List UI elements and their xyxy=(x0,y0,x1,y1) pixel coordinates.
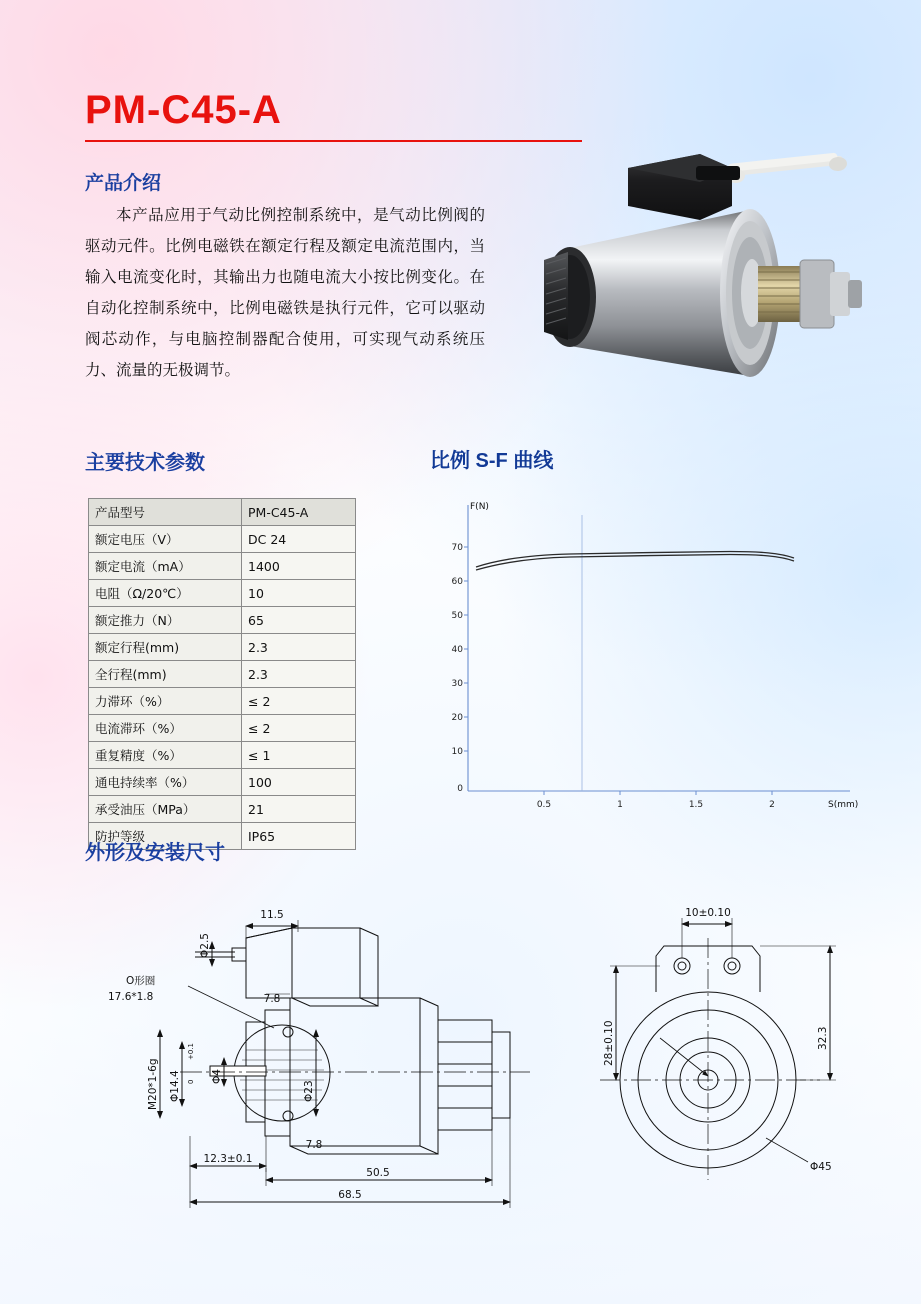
table-row xyxy=(89,661,356,688)
table-row xyxy=(89,634,356,661)
svg-text:Φ45: Φ45 xyxy=(810,1161,832,1173)
svg-text:+0.1: +0.1 xyxy=(187,1043,195,1060)
dim-78-top xyxy=(264,993,290,1005)
param-value: PM-C45-A xyxy=(242,499,356,526)
svg-text:0.5: 0.5 xyxy=(536,800,552,810)
svg-text:40: 40 xyxy=(451,645,463,655)
svg-text:10: 10 xyxy=(451,747,463,757)
svg-text:11.5: 11.5 xyxy=(260,909,284,921)
param-value: ≤ 2 xyxy=(242,688,356,715)
svg-text:7.8: 7.8 xyxy=(305,1139,323,1151)
svg-text:2: 2 xyxy=(769,800,775,810)
table-row xyxy=(89,742,356,769)
connector-block xyxy=(628,154,740,220)
x-ticks xyxy=(544,791,772,795)
dim-78-bottom xyxy=(306,1139,323,1151)
params-table xyxy=(88,498,356,850)
param-value: 1400 xyxy=(242,553,356,580)
y-tick-labels xyxy=(452,543,464,794)
svg-text:7.8: 7.8 xyxy=(263,993,281,1005)
param-value: IP65 xyxy=(242,823,356,850)
dim-phi4 xyxy=(211,1058,224,1086)
svg-text:0: 0 xyxy=(187,1079,195,1084)
page-title: PM-C45-A xyxy=(85,88,282,132)
svg-text:Φ14.4: Φ14.4 xyxy=(169,1070,181,1102)
dim-123 xyxy=(190,1136,266,1172)
param-key: 额定推力（N） xyxy=(89,607,242,634)
svg-text:1.5: 1.5 xyxy=(688,800,704,810)
side-view xyxy=(108,909,530,1208)
knurled-cap xyxy=(544,252,568,340)
svg-text:1: 1 xyxy=(617,800,623,810)
wire-group xyxy=(724,153,848,184)
dim-m20 xyxy=(147,1030,160,1118)
svg-text:60: 60 xyxy=(451,577,463,587)
param-value: 2.3 xyxy=(242,661,356,688)
dim-phi45 xyxy=(766,1138,832,1173)
param-value: 100 xyxy=(242,769,356,796)
product-photo-illustration xyxy=(500,140,890,440)
svg-text:28±0.10: 28±0.10 xyxy=(603,1020,615,1066)
dim-phi25 xyxy=(199,933,212,966)
svg-text:Φ4: Φ4 xyxy=(211,1069,223,1084)
dim-505 xyxy=(266,1130,492,1186)
dimension-drawings-svg xyxy=(60,880,900,1260)
table-row xyxy=(89,715,356,742)
param-value: DC 24 xyxy=(242,526,356,553)
table-row xyxy=(89,580,356,607)
param-value: 65 xyxy=(242,607,356,634)
intro-paragraph: 本产品应用于气动比例控制系统中，是气动比例阀的驱动元件。比例电磁铁在额定行程及额定电流范围内，当输入电流变化时，其输出力也随电流大小按比例变化。在自动化控制系统中，比例电磁铁是执行元件，它可以驱动阀芯动作，与电脑控制器配合使用，可实现气动系统压力、流量的无极调节。 xyxy=(85,206,485,379)
svg-text:17.6*1.8: 17.6*1.8 xyxy=(108,991,154,1003)
dim-phi23 xyxy=(303,1030,316,1116)
dim-phi144 xyxy=(169,1042,195,1106)
label-oring xyxy=(108,975,274,1028)
param-key: 产品型号 xyxy=(89,499,242,526)
front-view xyxy=(600,907,836,1180)
table-row xyxy=(89,688,356,715)
param-key: 承受油压（MPa） xyxy=(89,796,242,823)
param-value: 21 xyxy=(242,796,356,823)
data-series-sf xyxy=(476,552,794,571)
threaded-nose xyxy=(758,260,862,328)
svg-text:O形圈: O形圈 xyxy=(126,975,156,987)
table-row xyxy=(89,769,356,796)
param-key: 电阻（Ω/20℃） xyxy=(89,580,242,607)
x-tick-labels xyxy=(537,800,775,810)
table-row xyxy=(89,607,356,634)
solenoid-body xyxy=(544,209,780,377)
dim-28 xyxy=(603,966,660,1080)
dim-115 xyxy=(246,909,298,940)
svg-text:32.3: 32.3 xyxy=(817,1026,829,1050)
svg-text:50: 50 xyxy=(451,611,463,621)
table-row xyxy=(89,553,356,580)
param-value: 2.3 xyxy=(242,634,356,661)
y-axis-title: F(N) xyxy=(470,502,489,512)
product-photo xyxy=(500,140,890,440)
param-key: 防护等级 xyxy=(89,823,242,850)
param-key: 通电持续率（%） xyxy=(89,769,242,796)
svg-text:20: 20 xyxy=(451,713,463,723)
param-value: ≤ 1 xyxy=(242,742,356,769)
dim-10 xyxy=(682,907,732,958)
dim-323 xyxy=(760,946,836,1080)
section-heading-intro: 产品介绍 xyxy=(85,173,162,194)
section-heading-dims: 外形及安装尺寸 xyxy=(85,842,225,864)
svg-text:68.5: 68.5 xyxy=(338,1189,362,1201)
svg-text:70: 70 xyxy=(451,543,463,553)
param-key: 全行程(mm) xyxy=(89,661,242,688)
svg-text:30: 30 xyxy=(451,679,463,689)
svg-text:Φ23: Φ23 xyxy=(303,1080,315,1102)
param-key: 力滞环（%） xyxy=(89,688,242,715)
table-row xyxy=(89,499,356,526)
param-value: 10 xyxy=(242,580,356,607)
sf-curve-svg xyxy=(430,495,890,825)
x-axis-title: S(mm) xyxy=(828,800,859,810)
svg-text:50.5: 50.5 xyxy=(366,1167,390,1179)
table-row xyxy=(89,526,356,553)
param-key: 额定电流（mA） xyxy=(89,553,242,580)
table-row xyxy=(89,796,356,823)
dimension-drawings xyxy=(60,880,900,1260)
sf-curve-chart xyxy=(430,495,890,825)
param-key: 额定行程(mm) xyxy=(89,634,242,661)
y-ticks xyxy=(464,547,468,751)
svg-text:Φ2.5: Φ2.5 xyxy=(199,933,211,958)
param-key: 电流滞环（%） xyxy=(89,715,242,742)
section-heading-curve: 比例 S-F 曲线 xyxy=(430,450,554,472)
param-key: 额定电压（V） xyxy=(89,526,242,553)
svg-text:12.3±0.1: 12.3±0.1 xyxy=(203,1153,253,1165)
param-key: 重复精度（%） xyxy=(89,742,242,769)
svg-text:0: 0 xyxy=(457,784,463,794)
section-heading-params: 主要技术参数 xyxy=(85,452,205,474)
param-value: ≤ 2 xyxy=(242,715,356,742)
svg-text:10±0.10: 10±0.10 xyxy=(685,907,731,919)
svg-text:M20*1-6g: M20*1-6g xyxy=(147,1058,159,1110)
